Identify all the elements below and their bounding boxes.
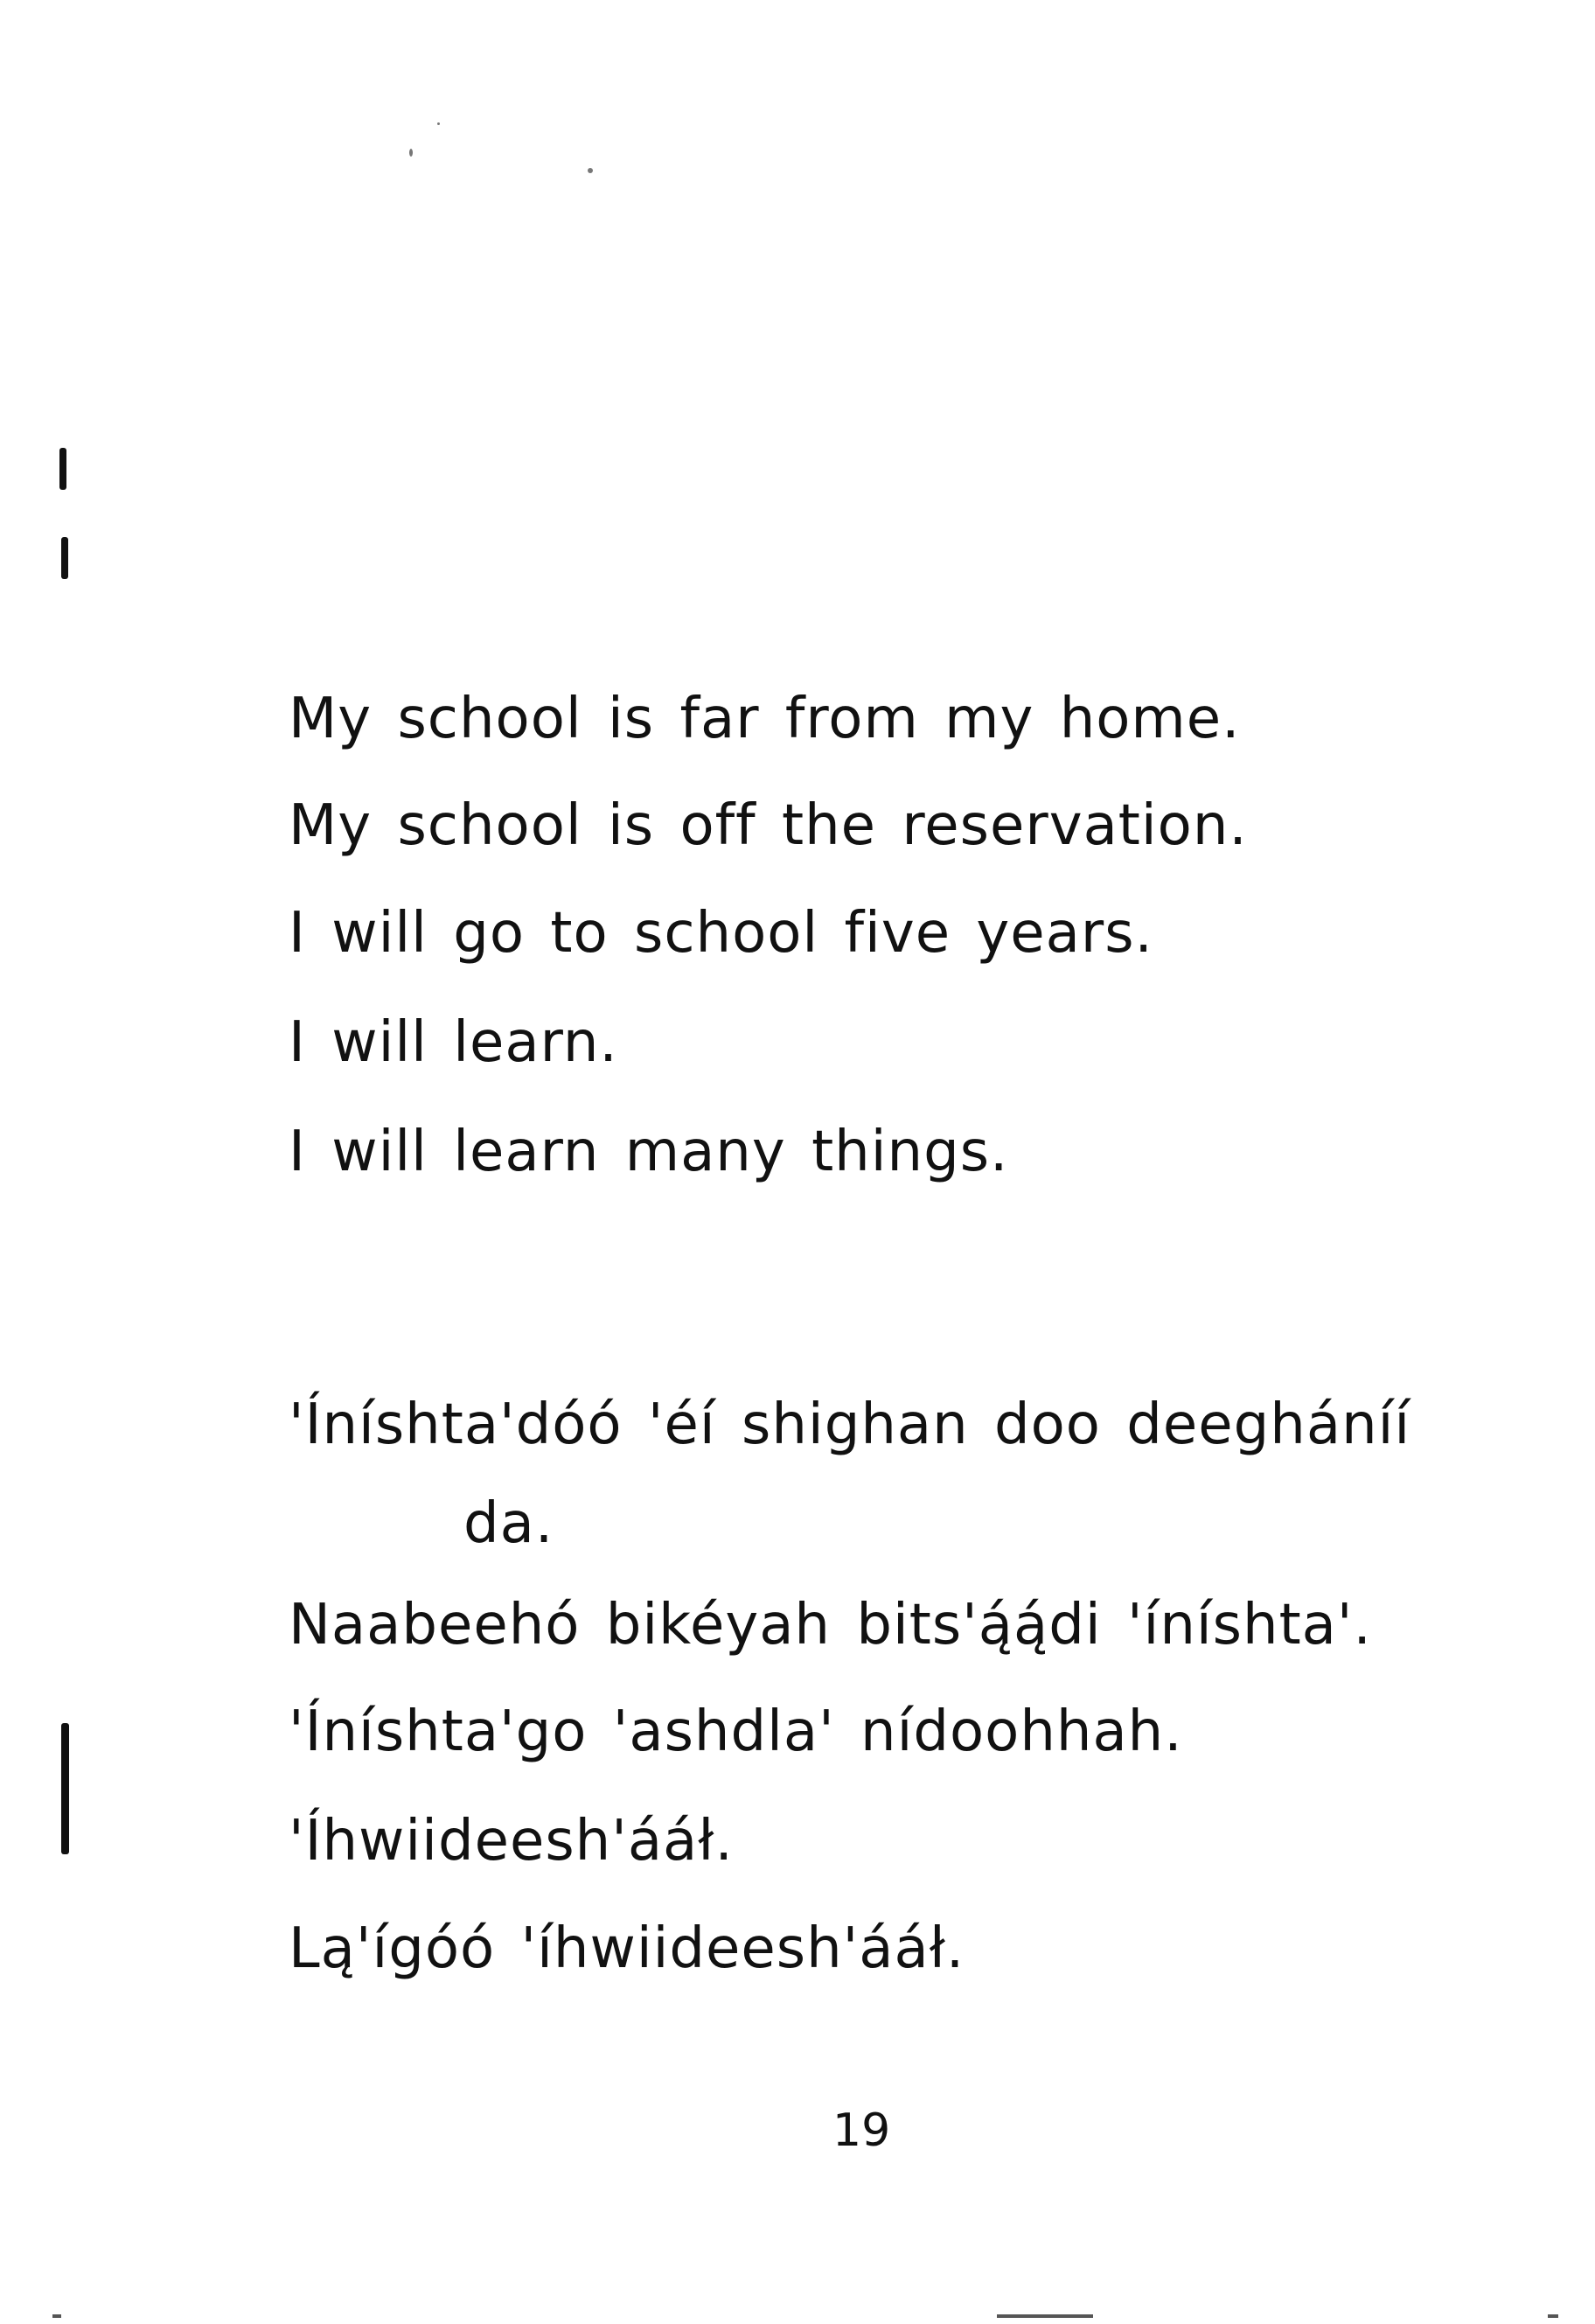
- scan-edge-mark: [52, 2314, 61, 2318]
- english-line-4: I will learn.: [289, 1010, 618, 1075]
- margin-mark: [61, 1723, 69, 1854]
- navajo-line-1: 'Íníshta'dóó 'éí shighan doo deegháníí: [289, 1392, 1411, 1457]
- english-line-1: My school is far from my home.: [289, 687, 1241, 751]
- english-line-3: I will go to school five years.: [289, 901, 1153, 966]
- margin-mark: [61, 537, 68, 579]
- navajo-line-2: Naabeehó bikéyah bits'ą́ą́di 'íníshta'.: [289, 1593, 1372, 1658]
- navajo-line-1-continued: da.: [463, 1491, 554, 1556]
- navajo-line-4: 'Íhwiideesh'ááł.: [289, 1809, 734, 1874]
- scan-speck: [409, 149, 413, 157]
- scan-speck: [588, 168, 593, 173]
- scan-edge-mark: [1548, 2314, 1558, 2318]
- navajo-line-3: 'Íníshta'go 'ashdla' nídoohhah.: [289, 1699, 1183, 1764]
- navajo-line-5: Lą'ígóó 'íhwiideesh'ááł.: [289, 1916, 965, 1981]
- page-number: 19: [832, 2104, 891, 2157]
- scan-edge-mark: [997, 2314, 1093, 2318]
- english-line-5: I will learn many things.: [289, 1120, 1009, 1184]
- margin-mark: [59, 448, 66, 490]
- scan-speck: [437, 122, 440, 125]
- english-line-2: My school is off the reservation.: [289, 793, 1248, 858]
